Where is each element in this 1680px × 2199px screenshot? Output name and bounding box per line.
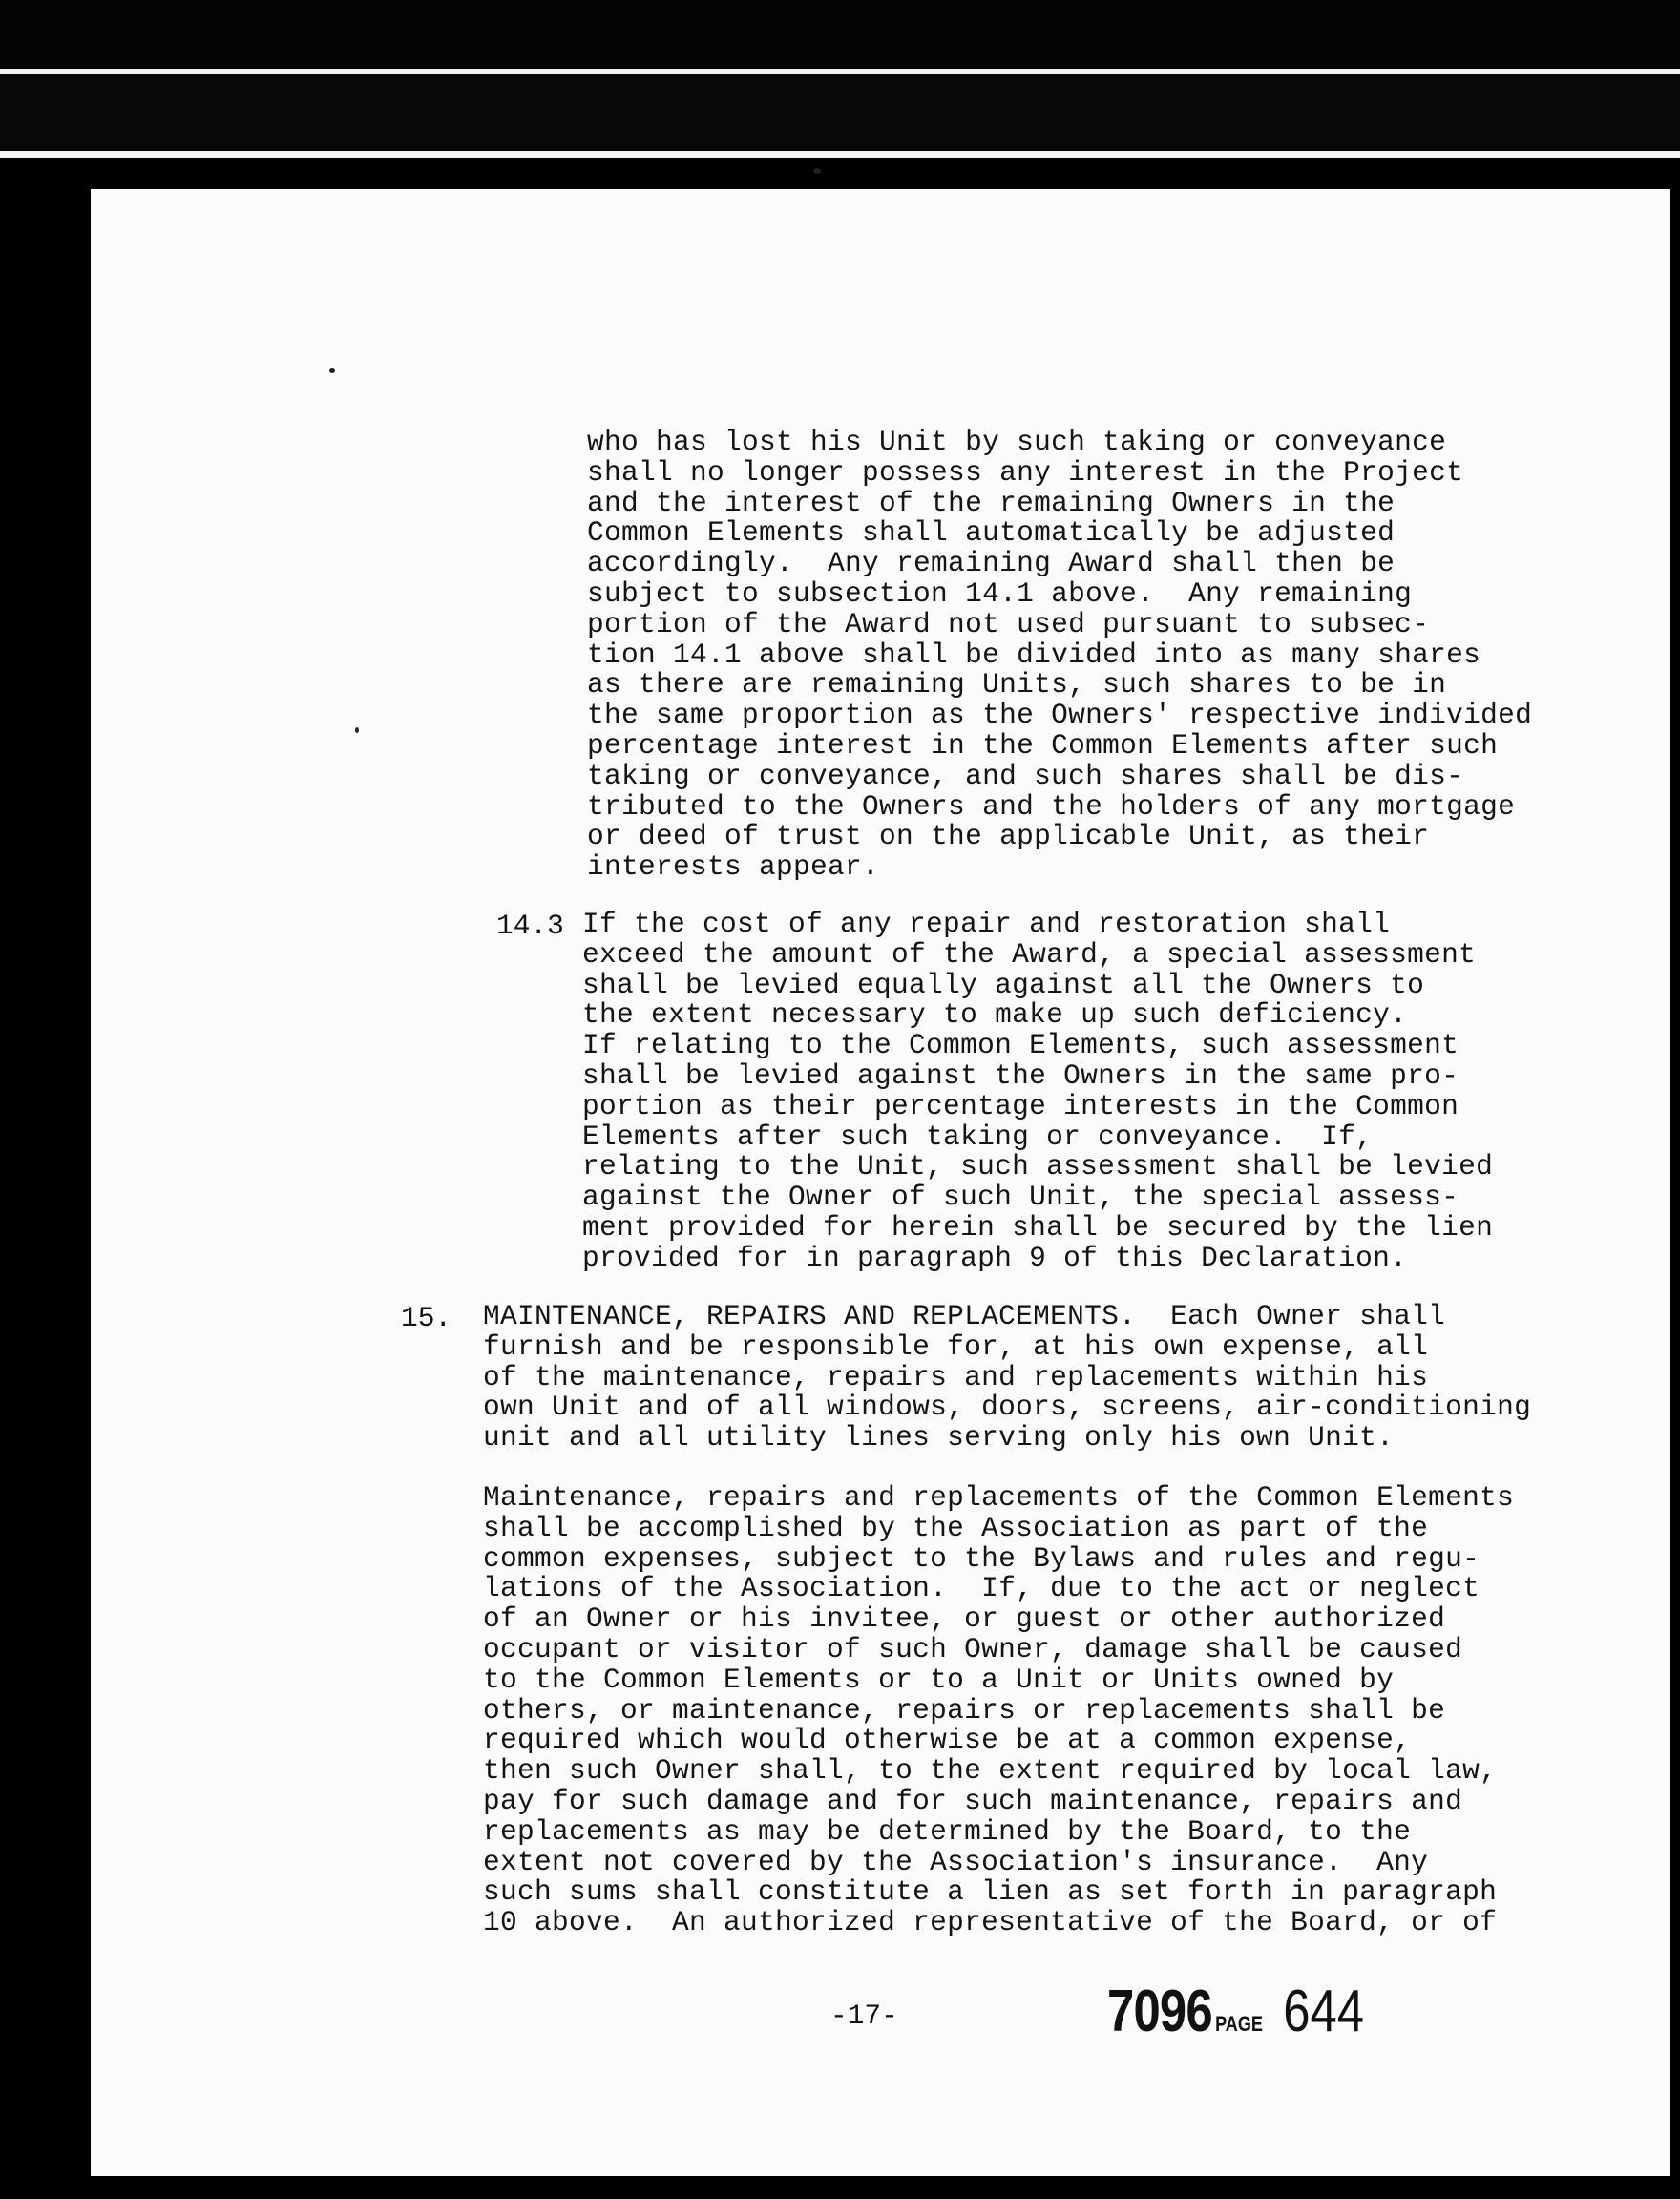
scan-speck xyxy=(355,727,359,733)
text-line: portion of the Award not used pursuant to subsec- xyxy=(587,607,1430,640)
text-line: shall be levied against the Owners in the same pro- xyxy=(582,1058,1460,1092)
text-line: 10 above. An authorized representative of the Board, or of xyxy=(483,1906,1498,1939)
text-line: others, or maintenance, repairs or replacements shall be xyxy=(483,1693,1446,1727)
text-line: If relating to the Common Elements, such assessment xyxy=(582,1029,1460,1062)
text-line: and the interest of the remaining Owners in the xyxy=(587,486,1396,519)
scan-speck xyxy=(813,168,821,174)
text-line: common expenses, subject to the Bylaws and rules and regu- xyxy=(483,1541,1480,1575)
text-line: to the Common Elements or to a Unit or Units owned by xyxy=(483,1663,1395,1696)
section-number-15: 15. xyxy=(401,1302,452,1334)
text-line: against the Owner of such Unit, the special assess- xyxy=(582,1181,1460,1214)
text-line: or deed of trust on the applicable Unit, as their xyxy=(587,820,1430,853)
text-line: of an Owner or his invitee, or guest or other authorized xyxy=(483,1602,1446,1636)
text-line: ment provided for herein shall be secured by the lien xyxy=(582,1210,1494,1244)
text-line: required which would otherwise be at a common expense, xyxy=(483,1724,1412,1757)
section-number-14-3: 14.3 xyxy=(496,910,564,942)
text-line: interests appear. xyxy=(587,850,880,884)
text-line: the extent necessary to make up such deficiency. xyxy=(582,998,1408,1032)
text-line: of the maintenance, repairs and replacements within his xyxy=(483,1360,1429,1393)
scan-border-top xyxy=(0,0,1680,67)
text-line: accordingly. Any remaining Award shall then be xyxy=(587,547,1396,580)
section-15-heading-paragraph xyxy=(483,1302,1531,1454)
text-line: occupant or visitor of such Owner, damage shall be caused xyxy=(483,1632,1463,1665)
text-line: Maintenance, repairs and replacements of the Common Elements xyxy=(483,1481,1515,1514)
section-14-3-text xyxy=(582,910,1493,1274)
text-line: lations of the Association. If, due to the act or neglect xyxy=(483,1572,1480,1605)
stamp-book-number: 7096 xyxy=(1107,1979,1212,2044)
text-line: provided for in paragraph 9 of this Declaration. xyxy=(582,1241,1408,1274)
text-line: relating to the Unit, such assessment shall be levied xyxy=(582,1150,1494,1183)
text-line: Elements after such taking or conveyance. If, xyxy=(582,1120,1374,1153)
text-line: percentage interest in the Common Elements after such xyxy=(587,728,1499,762)
text-line: furnish and be responsible for, at his own expense, all xyxy=(483,1330,1429,1363)
text-line: pay for such damage and for such maintenance, repairs and xyxy=(483,1784,1463,1817)
text-line: unit and all utility lines serving only his own Unit. xyxy=(483,1421,1395,1455)
text-line: exceed the amount of the Award, a special assessment xyxy=(582,937,1477,971)
scan-border-band xyxy=(0,74,1680,151)
text-line: the same proportion as the Owners' respective individed xyxy=(587,699,1533,732)
text-line: replacements as may be determined by the Board, to the xyxy=(483,1814,1412,1848)
recording-stamp xyxy=(1107,1978,1364,2045)
text-line: then such Owner shall, to the extent required by local law, xyxy=(483,1754,1498,1788)
text-line: who has lost his Unit by such taking or conveyance xyxy=(587,426,1447,458)
text-line: shall no longer possess any interest in the Project xyxy=(587,455,1464,489)
text-line: Common Elements shall automatically be adjusted xyxy=(587,516,1396,550)
scan-speck xyxy=(329,368,335,373)
section-14-2-continuation xyxy=(587,428,1532,883)
stamp-page-number: 644 xyxy=(1283,1979,1365,2044)
page-number: -17- xyxy=(830,2000,898,2032)
text-line: If the cost of any repair and restoration shall xyxy=(582,908,1391,940)
scan-rule-line xyxy=(0,151,1680,158)
text-line: MAINTENANCE, REPAIRS AND REPLACEMENTS. Each Owner shall xyxy=(483,1300,1446,1332)
text-line: shall be levied equally against all the Owners to xyxy=(582,968,1425,1001)
text-line: shall be accomplished by the Association as part of the xyxy=(483,1511,1429,1544)
text-line: portion as their percentage interests in the Common xyxy=(582,1089,1460,1122)
text-line: subject to subsection 14.1 above. Any remaining xyxy=(587,576,1413,610)
text-line: own Unit and of all windows, doors, screens, air-conditioning xyxy=(483,1391,1532,1424)
text-line: tributed to the Owners and the holders of any mortgage xyxy=(587,789,1516,823)
section-15-maintenance-paragraph xyxy=(483,1483,1514,1938)
text-line: tion 14.1 above shall be divided into as many shares xyxy=(587,638,1481,671)
text-line: such sums shall constitute a lien as set forth in paragraph xyxy=(483,1875,1498,1909)
text-line: extent not covered by the Association's insurance. Any xyxy=(483,1845,1429,1878)
text-line: as there are remaining Units, such shares to be in xyxy=(587,668,1447,702)
stamp-page-label: PAGE xyxy=(1215,2012,1263,2036)
text-line: taking or conveyance, and such shares shall be dis- xyxy=(587,759,1464,792)
